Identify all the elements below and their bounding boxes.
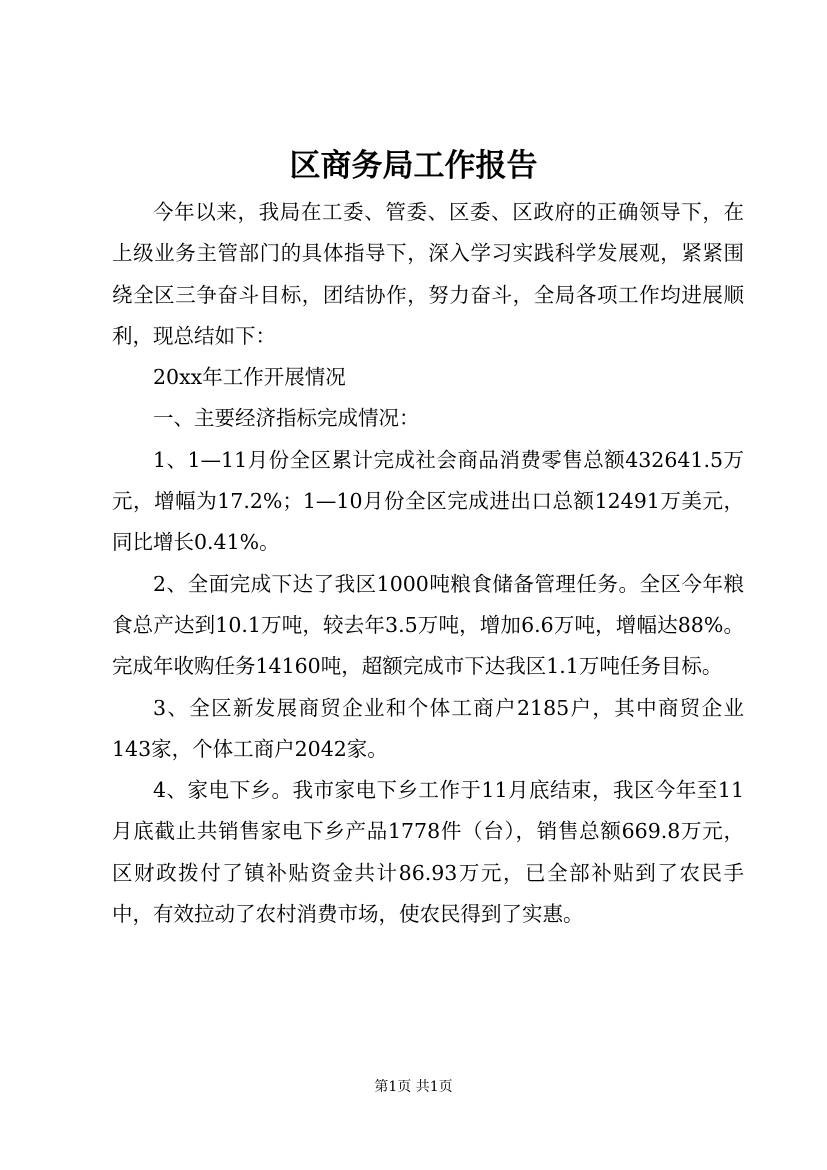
page-footer: 第1页 共1页 [374, 1079, 453, 1095]
item-paragraph-2: 2、全面完成下达了我区1000吨粮食储备管理任务。全区今年粮食总产达到10.1万吨，较去年3.5万吨，增加6.6万吨，增幅达88%。完成年收购任务14160吨，超额完成市下达我区1.1万吨任务目标。 [112, 571, 744, 679]
document-body [112, 192, 744, 935]
section-heading-indicators: 一、主要经济指标完成情况： [153, 406, 420, 431]
item-paragraph-1: 1、1—11月份全区累计完成社会商品消费零售总额432641.5万元，增幅为17.2%；1—10月份全区完成进出口总额12491万美元，同比增长0.41%。 [112, 447, 744, 555]
section-heading-year: 20xx年工作开展情况 [153, 365, 346, 390]
intro-paragraph: 今年以来，我局在工委、管委、区委、区政府的正确领导下，在上级业务主管部门的具体指导下，深入学习实践科学发展观，紧紧围绕全区三争奋斗目标，团结协作，努力奋斗，全局各项工作均进展顺利，现总结如下： [112, 200, 744, 348]
item-paragraph-4: 4、家电下乡。我市家电下乡工作于11月底结束，我区今年至11月底截止共销售家电下乡产品1778件（台），销售总额669.8万元，区财政拨付了镇补贴资金共计86.93万元，已全部补贴到了农民手中，有效拉动了农村消费市场，使农民得到了实惠。 [112, 778, 744, 927]
document-title: 区商务局工作报告 [289, 148, 538, 184]
item-paragraph-3: 3、全区新发展商贸企业和个体工商户2185户，其中商贸企业143家，个体工商户2042家。 [112, 695, 744, 761]
